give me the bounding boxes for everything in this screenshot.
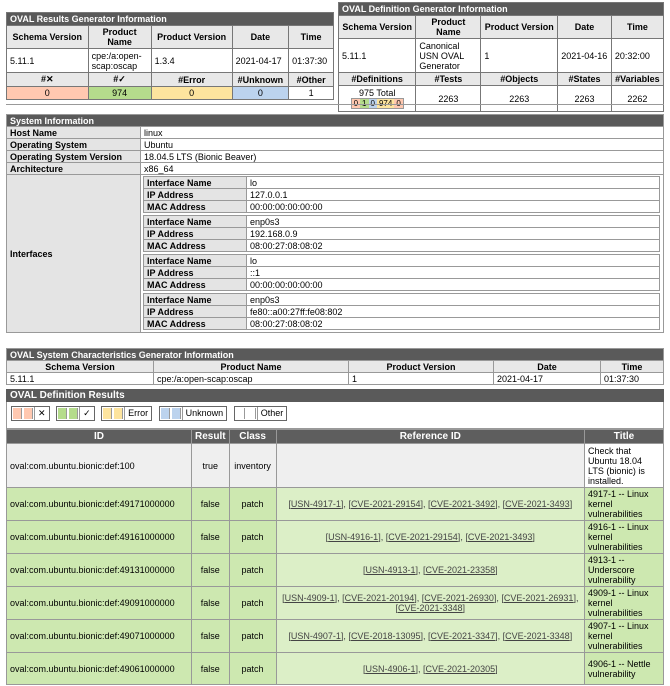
product-version: 1.3.4 xyxy=(151,49,232,73)
definition-id: oval:com.ubuntu.bionic:def:49061000000 xyxy=(7,653,192,685)
reference-ids: [USN-4909-1], [CVE-2021-20194], [CVE-2021-26930], [CVE-2021-26931], [CVE-2021-3348] xyxy=(276,587,584,620)
reference-ids: [USN-4917-1], [CVE-2021-29154], [CVE-2021-3492], [CVE-2021-3493] xyxy=(276,488,584,521)
interface-block xyxy=(143,254,660,291)
product-name: Canonical USN OVAL Generator xyxy=(416,39,481,73)
mac-address: 08:00:27:08:08:02 xyxy=(247,318,660,330)
count-header: #✓ xyxy=(88,73,151,87)
objects-count: 2263 xyxy=(481,86,558,112)
reference-link[interactable]: USN-4906-1 xyxy=(365,663,416,674)
mac-address: 08:00:27:08:08:02 xyxy=(247,240,660,252)
ip-label: IP Address xyxy=(144,189,247,201)
iface-name-label: Interface Name xyxy=(144,177,247,189)
legend-label: ✕ xyxy=(34,407,49,420)
definition-class: patch xyxy=(229,554,276,587)
col-header-class: Class xyxy=(229,430,276,444)
reference-ids: [USN-4913-1], [CVE-2021-23358] xyxy=(276,554,584,587)
col-header: Product Version xyxy=(349,361,494,373)
definition-class: patch xyxy=(229,521,276,554)
legend-label: ✓ xyxy=(79,407,94,420)
col-header: Product Version xyxy=(151,26,232,49)
definition-title: 4913-1 -- Underscore vulnerability xyxy=(585,554,664,587)
definition-title: 4917-1 -- Linux kernel vulnerabilities xyxy=(585,488,664,521)
definition-result: true xyxy=(192,444,230,488)
col-header: Time xyxy=(289,26,334,49)
definition-id: oval:com.ubuntu.bionic:def:100 xyxy=(7,444,192,488)
os-version-label: Operating System Version xyxy=(7,151,141,163)
definition-generator-title: OVAL Definition Generator Information xyxy=(339,3,664,16)
mac-address: 00:00:00:00:00:00 xyxy=(247,279,660,291)
col-header: Date xyxy=(494,361,601,373)
reference-link[interactable]: CVE-2021-3493 xyxy=(467,532,533,542)
reference-ids: [USN-4907-1], [CVE-2018-13095], [CVE-2021-3347], [CVE-2021-3348] xyxy=(276,620,584,653)
col-header: Date xyxy=(558,16,612,39)
variables-count: 2262 xyxy=(611,86,663,112)
table-row xyxy=(7,444,664,488)
reference-link[interactable]: CVE-2021-29154 xyxy=(350,499,421,509)
iface-name: enp0s3 xyxy=(247,294,660,306)
count-header: #Objects xyxy=(481,73,558,86)
legend xyxy=(6,402,664,429)
time: 01:37:30 xyxy=(289,49,334,73)
definition-class: patch xyxy=(229,653,276,685)
interface-block xyxy=(143,215,660,252)
product-name: cpe:/a:open-scap:oscap xyxy=(88,49,151,73)
ip-label: IP Address xyxy=(144,228,247,240)
interface-block xyxy=(143,293,660,330)
date: 2021-04-17 xyxy=(232,49,289,73)
architecture-value: x86_64 xyxy=(141,163,664,175)
table-row xyxy=(7,554,664,587)
ip-address: 127.0.0.1 xyxy=(247,189,660,201)
ip-label: IP Address xyxy=(144,306,247,318)
system-information-table xyxy=(6,114,664,333)
col-header: Product Name xyxy=(154,361,349,373)
col-header: Product Name xyxy=(88,26,151,49)
iface-name-label: Interface Name xyxy=(144,216,247,228)
definition-result: false xyxy=(192,488,230,521)
table-row xyxy=(7,587,664,620)
count-header: #Definitions xyxy=(339,73,416,86)
reference-link[interactable]: USN-4913-1 xyxy=(365,565,416,575)
definition-id: oval:com.ubuntu.bionic:def:49161000000 xyxy=(7,521,192,554)
col-header-id: ID xyxy=(7,430,192,444)
definition-result: false xyxy=(192,620,230,653)
interface-block xyxy=(143,176,660,213)
col-header: Product Name xyxy=(416,16,481,39)
count-other: 1 xyxy=(289,87,334,100)
col-header: Schema Version xyxy=(7,26,89,49)
definition-results-table xyxy=(6,429,664,685)
iface-name-label: Interface Name xyxy=(144,255,247,267)
mac-label: MAC Address xyxy=(144,201,247,213)
reference-link[interactable]: CVE-2021-20305 xyxy=(425,663,496,674)
architecture-label: Architecture xyxy=(7,163,141,175)
definition-result: false xyxy=(192,587,230,620)
iface-name-label: Interface Name xyxy=(144,294,247,306)
table-row xyxy=(7,620,664,653)
os-label: Operating System xyxy=(7,139,141,151)
date: 2021-04-16 xyxy=(558,39,612,73)
definition-title: 4909-1 -- Linux kernel vulnerabilities xyxy=(585,587,664,620)
legend-true xyxy=(56,406,95,421)
legend-label: Error xyxy=(124,407,151,420)
legend-label: Other xyxy=(257,407,287,420)
col-header: Time xyxy=(611,16,663,39)
count-header: #Variables xyxy=(611,73,663,86)
col-header: Schema Version xyxy=(7,361,154,373)
product-version: 1 xyxy=(349,373,494,385)
count-unknown: 0 xyxy=(232,87,289,100)
definition-result: false xyxy=(192,653,230,685)
reference-link[interactable]: CVE-2021-3348 xyxy=(398,603,463,613)
host-name-label: Host Name xyxy=(7,127,141,139)
legend-false xyxy=(11,406,50,421)
iface-name: lo xyxy=(247,255,660,267)
reference-ids xyxy=(276,444,584,488)
count-true: 974 xyxy=(88,87,151,100)
mac-label: MAC Address xyxy=(144,279,247,291)
definition-result: false xyxy=(192,554,230,587)
ip-address: ::1 xyxy=(247,267,660,279)
definition-results-section xyxy=(6,389,664,685)
reference-link[interactable]: CVE-2018-13095 xyxy=(350,631,421,641)
system-information-title: System Information xyxy=(7,115,664,127)
reference-link[interactable]: USN-4916-1 xyxy=(328,532,379,542)
table-row xyxy=(7,653,664,685)
definition-result: false xyxy=(192,521,230,554)
host-name-value: linux xyxy=(141,127,664,139)
count-header: #Other xyxy=(289,73,334,87)
reference-link[interactable]: CVE-2021-20194 xyxy=(344,593,415,603)
count-error: 0 xyxy=(151,87,232,100)
count-header: #Tests xyxy=(416,73,481,86)
reference-link[interactable]: USN-4917-1 xyxy=(290,499,341,509)
definition-title: 4916-1 -- Linux kernel vulnerabilities xyxy=(585,521,664,554)
legend-unknown xyxy=(159,406,228,421)
results-generator-title: OVAL Results Generator Information xyxy=(7,13,334,26)
reference-link[interactable]: CVE-2021-23358 xyxy=(425,565,496,575)
col-header: Date xyxy=(232,26,289,49)
table-row xyxy=(7,488,664,521)
mac-label: MAC Address xyxy=(144,240,247,252)
reference-ids: [USN-4906-1], [CVE-2021-20305] xyxy=(276,653,584,685)
legend-label: Unknown xyxy=(182,407,227,420)
definition-class: patch xyxy=(229,488,276,521)
mac-address: 00:00:00:00:00:00 xyxy=(247,201,660,213)
legend-error xyxy=(101,406,152,421)
count-header: #Error xyxy=(151,73,232,87)
count-false: 0 xyxy=(7,87,89,100)
col-header-title: Title xyxy=(585,430,664,444)
reference-link[interactable]: CVE-2021-3347 xyxy=(430,631,496,641)
schema-version: 5.11.1 xyxy=(339,39,416,73)
reference-link[interactable]: CVE-2021-3492 xyxy=(430,499,496,509)
definition-title: Check that Ubuntu 18.04 LTS (bionic) is installed. xyxy=(585,444,664,488)
reference-link[interactable]: CVE-2021-3493 xyxy=(505,499,570,509)
definitions-count xyxy=(339,86,416,112)
iface-name: enp0s3 xyxy=(247,216,660,228)
product-name: cpe:/a:open-scap:oscap xyxy=(154,373,349,385)
time: 01:37:30 xyxy=(601,373,664,385)
time: 20:32:00 xyxy=(611,39,663,73)
characteristics-generator-table xyxy=(6,348,664,385)
reference-link[interactable]: CVE-2021-3348 xyxy=(505,631,570,641)
definitions-total: 975 Total xyxy=(359,88,396,98)
definition-id: oval:com.ubuntu.bionic:def:49171000000 xyxy=(7,488,192,521)
results-generator-table xyxy=(6,12,334,100)
definition-class: patch xyxy=(229,620,276,653)
col-header: Schema Version xyxy=(339,16,416,39)
definition-id: oval:com.ubuntu.bionic:def:49131000000 xyxy=(7,554,192,587)
count-header: #✕ xyxy=(7,73,89,87)
definition-class: inventory xyxy=(229,444,276,488)
col-header-reference: Reference ID xyxy=(276,430,584,444)
characteristics-generator-title: OVAL System Characteristics Generator Information xyxy=(7,349,664,361)
count-header: #States xyxy=(558,73,612,86)
definition-title: 4906-1 -- Nettle vulnerability xyxy=(585,653,664,685)
schema-version: 5.11.1 xyxy=(7,49,89,73)
col-header-result: Result xyxy=(192,430,230,444)
mac-label: MAC Address xyxy=(144,318,247,330)
os-value: Ubuntu xyxy=(141,139,664,151)
iface-name: lo xyxy=(247,177,660,189)
col-header: Product Version xyxy=(481,16,558,39)
definition-id: oval:com.ubuntu.bionic:def:49071000000 xyxy=(7,620,192,653)
definition-class: patch xyxy=(229,587,276,620)
definition-id: oval:com.ubuntu.bionic:def:49091000000 xyxy=(7,587,192,620)
divider xyxy=(6,104,664,105)
interfaces-label: Interfaces xyxy=(7,175,141,333)
count-header: #Unknown xyxy=(232,73,289,87)
definition-title: 4907-1 -- Linux kernel vulnerabilities xyxy=(585,620,664,653)
ip-address: 192.168.0.9 xyxy=(247,228,660,240)
reference-ids: [USN-4916-1], [CVE-2021-29154], [CVE-2021-3493] xyxy=(276,521,584,554)
reference-link[interactable]: CVE-2021-29154 xyxy=(388,532,458,542)
col-header: Time xyxy=(601,361,664,373)
ip-label: IP Address xyxy=(144,267,247,279)
definition-results-title: OVAL Definition Results xyxy=(6,389,664,402)
reference-link[interactable]: USN-4909-1 xyxy=(284,593,335,603)
ip-address: fe80::a00:27ff:fe08:802 xyxy=(247,306,660,318)
states-count: 2263 xyxy=(558,86,612,112)
reference-link[interactable]: CVE-2021-26930 xyxy=(424,593,494,603)
definition-generator-table xyxy=(338,2,664,112)
interfaces-list xyxy=(141,175,664,333)
legend-other xyxy=(234,406,288,421)
reference-link[interactable]: CVE-2021-26931 xyxy=(503,593,574,603)
tests-count: 2263 xyxy=(416,86,481,112)
schema-version: 5.11.1 xyxy=(7,373,154,385)
reference-link[interactable]: USN-4907-1 xyxy=(290,631,341,641)
os-version-value: 18.04.5 LTS (Bionic Beaver) xyxy=(141,151,664,163)
date: 2021-04-17 xyxy=(494,373,601,385)
table-row xyxy=(7,521,664,554)
product-version: 1 xyxy=(481,39,558,73)
